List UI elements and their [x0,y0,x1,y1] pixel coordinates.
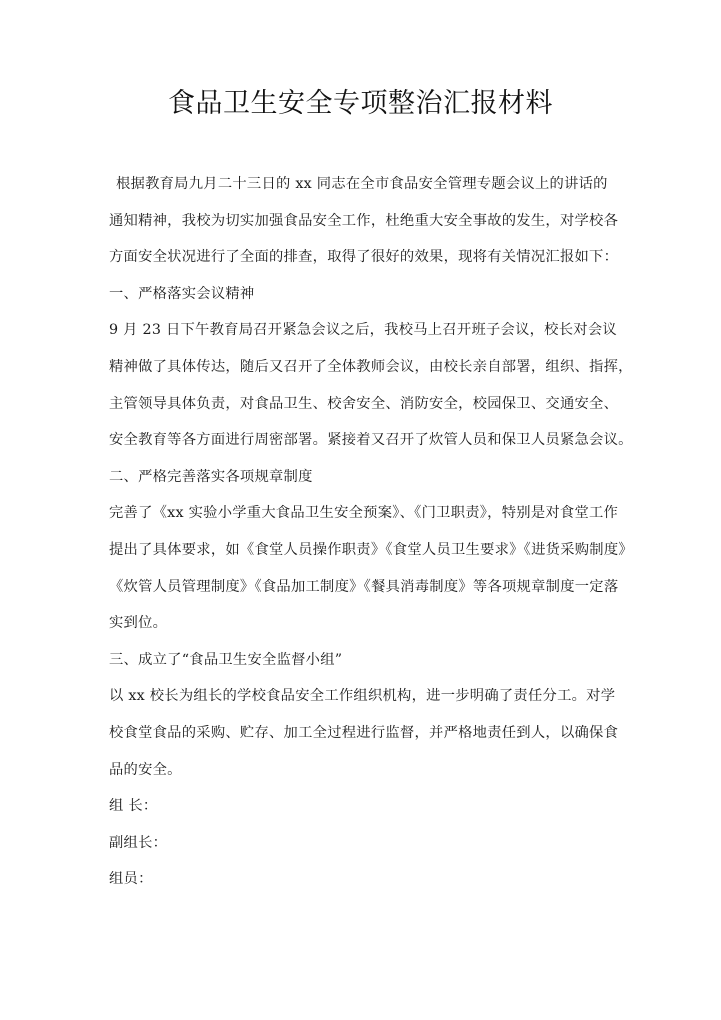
section-1-paragraph-line: 9 月 23 日下午教育局召开紧急会议之后，我校马上召开班子会议，校长对会议 [109,322,617,339]
section-3-paragraph-line: 以 xx 校长为组长的学校食品安全工作组织机构，进一步明确了责任分工。对学 [109,688,616,705]
intro-paragraph-line: 方面安全状况进行了全面的排查，取得了很好的效果，现将有关情况汇报如下： [109,249,619,266]
section-1-paragraph-line: 精神做了具体传达，随后又召开了全体教师会议，由校长亲自部署，组织、指挥， [109,358,633,375]
section-2-paragraph-line: 《炊管人员管理制度》《食品加工制度》《餐具消毒制度》等各项规章制度一定落 [109,578,619,595]
group-leader-label: 组 长： [109,798,158,815]
document-body [109,170,633,902]
group-members-label: 组员： [109,871,153,888]
section-heading-3: 三、成立了“食品卫生安全监督小组” [109,651,343,668]
deputy-group-leader-label: 副组长： [109,834,168,851]
section-heading-2: 二、严格完善落实各项规章制度 [109,468,313,485]
document-title: 食品卫生安全专项整治汇报材料 [168,88,553,119]
intro-paragraph-line: 根据教育局九月二十三日的 xx 同志在全市食品安全管理专题会议上的讲话的 [116,176,608,192]
section-heading-1: 一、严格落实会议精神 [109,285,255,302]
section-2-paragraph-line: 实到位。 [109,615,168,632]
section-2-paragraph-line: 完善了《xx 实验小学重大食品卫生安全预案》、《门卫职责》，特别是对食堂工作 [109,505,619,522]
section-3-paragraph-line: 品的安全。 [109,761,182,778]
section-2-paragraph-line: 提出了具体要求，如《食堂人员操作职责》《食堂人员卫生要求》《进货采购制度》 [109,541,633,558]
section-1-paragraph-line: 安全教育等各方面进行周密部署。紧接着又召开了炊管人员和保卫人员紧急会议。 [109,432,633,449]
section-3-paragraph-line: 校食堂食品的采购、贮存、加工全过程进行监督，并严格地责任到人，以确保食 [109,724,619,741]
section-1-paragraph-line: 主管领导具体负责，对食品卫生、校舍安全、消防安全，校园保卫、交通安全、 [109,395,619,412]
intro-paragraph-line: 通知精神，我校为切实加强食品安全工作，杜绝重大安全事故的发生，对学校各 [109,212,619,229]
